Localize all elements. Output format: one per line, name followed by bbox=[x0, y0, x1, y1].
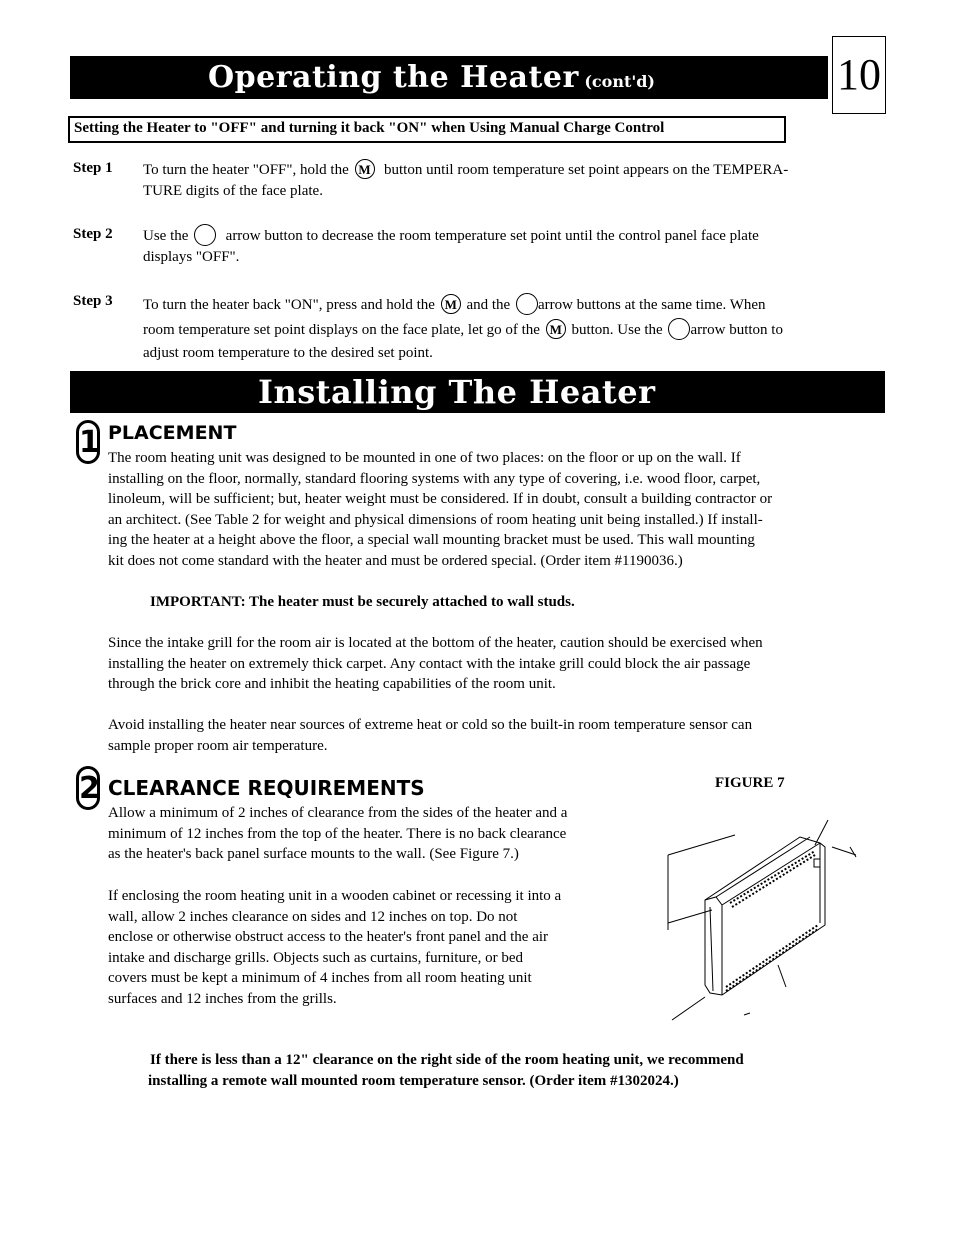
arrow-button-icon bbox=[516, 293, 538, 315]
section-number-1: 1 bbox=[76, 420, 100, 464]
step-2-text: Use the arrow button to decrease the room temperature set point until the control panel face plate displays "OFF". bbox=[143, 226, 893, 267]
step-2-label: Step 2 bbox=[73, 226, 113, 242]
figure-label: FIGURE 7 bbox=[715, 775, 785, 791]
clearance-heading: CLEARANCE REQUIREMENTS bbox=[108, 776, 425, 800]
m-button-icon: M bbox=[546, 319, 566, 339]
step-3-text: To turn the heater back "ON", press and hold the M and the arrow buttons at the same time. When room temperature set point displays on the face plate, let go of the M button. Use the arrow button to adjust room temperature to the desired set point. bbox=[143, 293, 903, 363]
clearance-paragraph-2: If enclosing the room heating unit in a wooden cabinet or recessing it into a wall, allow 2 inches clearance on sides and 12 inches on top. Do not enclose or otherwise obstruct access to the heater's front panel and the air intake and discharge grills. Objects such as curtains, furniture, or bed covers must be kept a minimum of 4 inches from all room heating unit surfaces and 12 inches from the grills. bbox=[108, 888, 562, 1007]
page-number: 10 bbox=[832, 36, 886, 114]
placement-heading: PLACEMENT bbox=[108, 422, 237, 444]
section-subheading: Setting the Heater to "OFF" and turning it back "ON" when Using Manual Charge Control bbox=[68, 116, 786, 143]
installing-title: Installing The Heater bbox=[258, 373, 656, 411]
section-number-2: 2 bbox=[76, 766, 100, 810]
placement-paragraph-1: The room heating unit was designed to be mounted in one of two places: on the floor or up on the wall. If installing on the floor, normally, standard flooring systems with any type of covering, i.e. wood floor, carpet, linoleum, will be sufficient; but, heater weight must be considered. If in doubt, consult a building contractor or an architect. (See Table 2 for weight and physical dimensions of room heating unit being installed.) If install- ing the heater at a height above the floor, a special wall mounting bracket must be used. This wall mounting kit does not come standard with the heater and must be ordered special. (Order item #1190036.) bbox=[108, 450, 773, 569]
page-title: Operating the Heater bbox=[208, 60, 579, 95]
header-banner bbox=[70, 56, 828, 99]
important-note: IMPORTANT: The heater must be securely attached to wall studs. bbox=[150, 594, 575, 610]
page-title-suffix: (cont'd) bbox=[584, 72, 655, 91]
arrow-button-icon bbox=[668, 318, 690, 340]
clearance-paragraph-1: Allow a minimum of 2 inches of clearance from the sides of the heater and a minimum of 12 inches from the top of the heater. There is no back clearance as the heater's back panel surface mounts to the wall. (See Figure 7.) bbox=[108, 805, 568, 862]
step-1-text: To turn the heater "OFF", hold the M button until room temperature set point appears on the TEMPERA- TURE digits of the face plate. bbox=[143, 160, 893, 201]
m-button-icon: M bbox=[441, 294, 461, 314]
installing-banner bbox=[70, 371, 885, 413]
placement-paragraph-3: Avoid installing the heater near sources of extreme heat or cold so the built-in room temperature sensor can sample proper room air temperature. bbox=[108, 717, 753, 754]
placement-paragraph-2: Since the intake grill for the room air is located at the bottom of the heater, caution should be exercised when installing the heater on extremely thick carpet. Any contact with the intake grill could block the air passage through the brick core and inhibit the heating capabilities of the room unit. bbox=[108, 635, 763, 692]
step-3-label: Step 3 bbox=[73, 293, 113, 309]
heater-clearance-illustration bbox=[660, 815, 870, 1025]
arrow-button-icon bbox=[194, 224, 216, 246]
step-1-label: Step 1 bbox=[73, 160, 113, 176]
m-button-icon: M bbox=[355, 159, 375, 179]
remote-sensor-note: If there is less than a 12" clearance on the right side of the room heating unit, we recommend installing a remote wall mounted room temperature sensor. (Order item #1302024.) bbox=[148, 1052, 744, 1089]
